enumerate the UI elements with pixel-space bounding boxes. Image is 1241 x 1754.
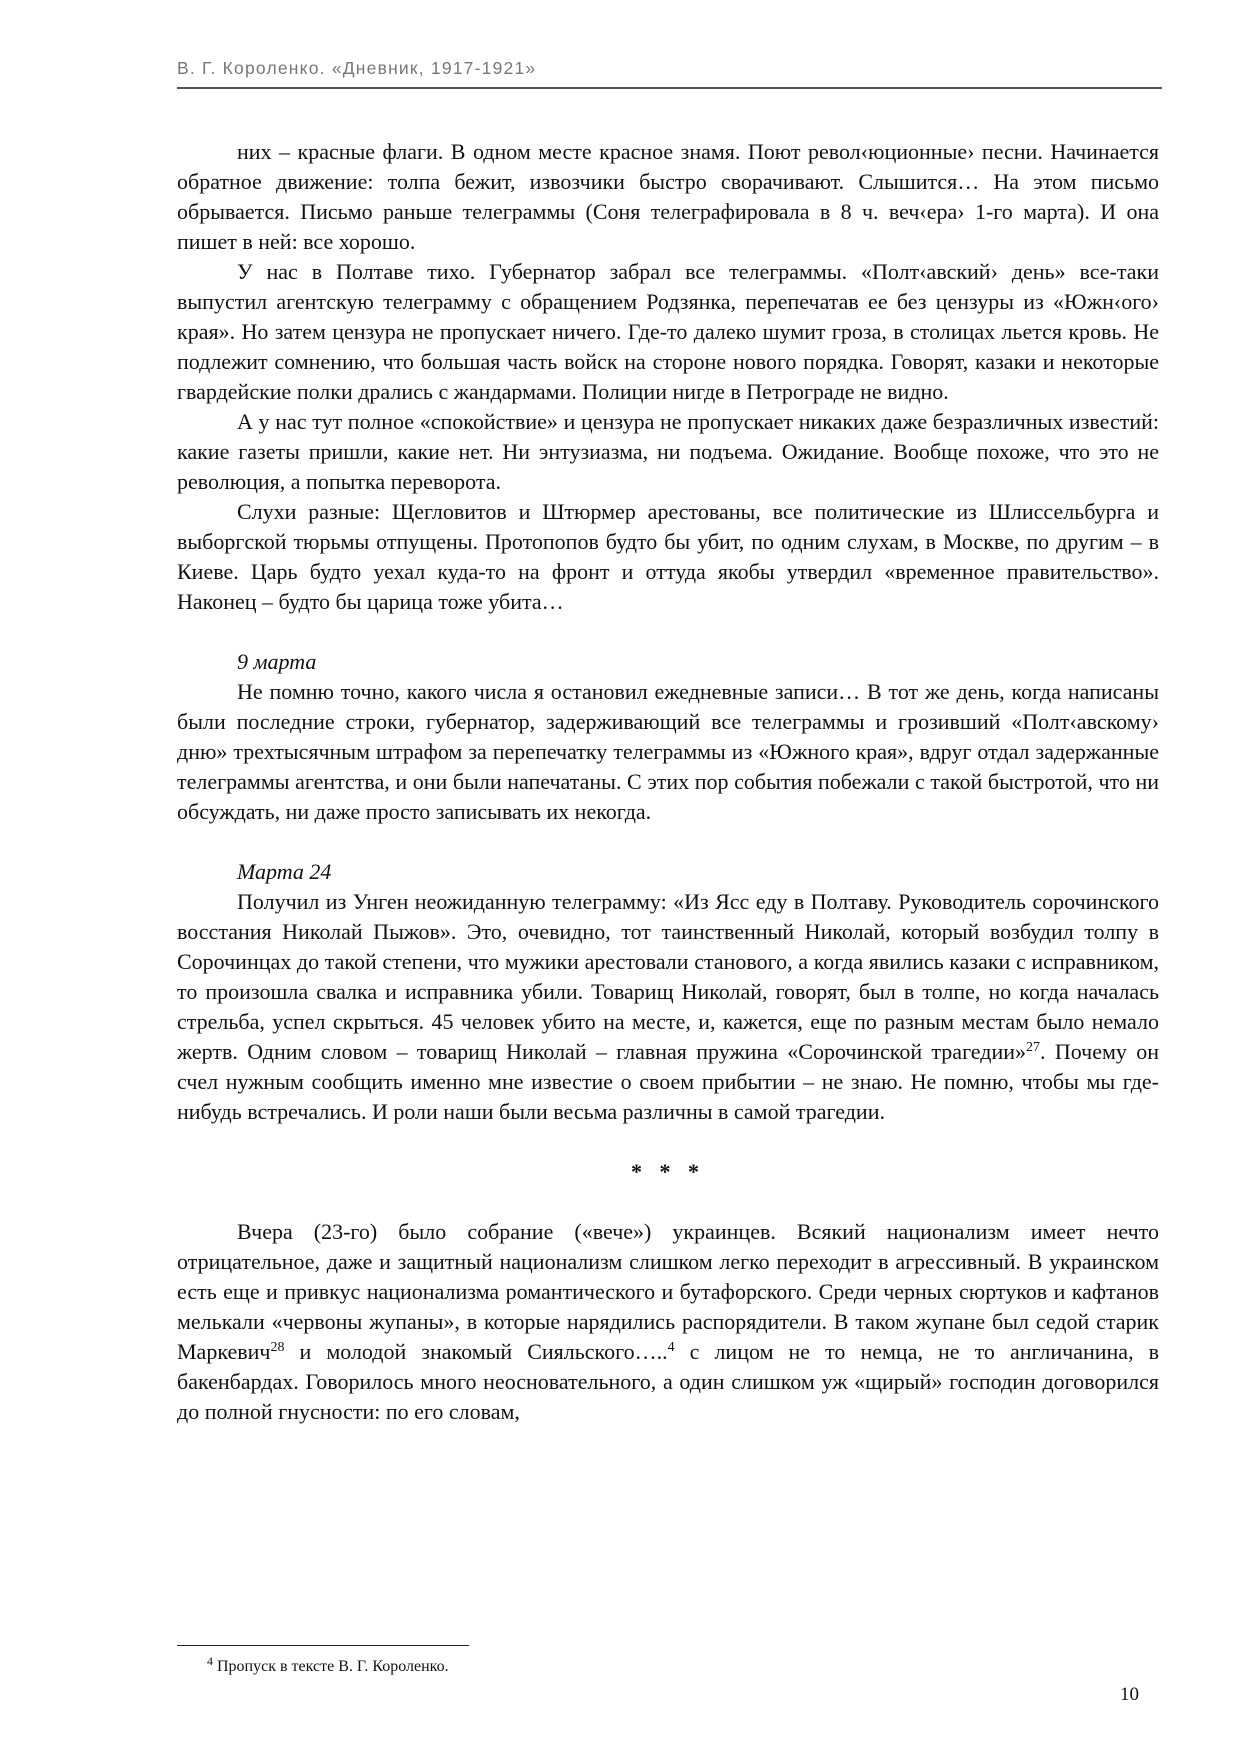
spacer: [177, 1127, 1159, 1157]
entry-date-march-24: Марта 24: [237, 859, 332, 884]
paragraph-7: [177, 1217, 1159, 1427]
paragraph-7-text-c: с лицом не то немца, не то англичанина, в бакенбардах. Говорилось много неосновательного, а один слишком уж «щирый» господин договорился до полной гнусности: по его словам,: [177, 1339, 1160, 1424]
footnote-ref-28: 28: [270, 1340, 285, 1355]
paragraph-6: [177, 887, 1159, 1127]
paragraph-4: Слухи разные: Щегловитов и Штюрмер арестованы, все политические из Шлиссельбурга и выборгской тюрьмы отпущены. Протопопов будто бы убит, по одним слухам, в Москве, по другим – в Киеве. Царь будто уехал куда-то на фронт и оттуда якобы утвердил «временное правительство». Наконец – будто бы царица тоже убита…: [177, 499, 1159, 614]
header-rule: [177, 87, 1162, 89]
body-text: [177, 137, 1159, 1427]
paragraph-6-text-a: Получил из Унген неожиданную телеграмму: «Из Ясс еду в Полтаву. Руководитель сорочинского восстания Николай Пыжов». Это, очевидно, тот таинственный Николай, который возбудил толпу в Сорочинцах до такой степени, что мужики арестовали станового, а когда явились казаки с исправником, то произошла свалка и исправника убили. Товарищ Николай, говорят, был в толпе, но когда началась стрельба, успел скрыться. 45 человек убито на месте, и, кажется, еще по разным местам было немало жертв. Одним словом – товарищ Николай – главная пружина «Сорочинской трагедии»: [177, 889, 1159, 1064]
footnote: [207, 1656, 449, 1678]
spacer: [177, 1187, 1159, 1217]
paragraph-7-text-b: и молодой знакомый Сияльского…..: [284, 1339, 668, 1364]
footnote-rule: [177, 1645, 469, 1646]
footnote-ref-27: 27: [1026, 1040, 1041, 1055]
running-header: В. Г. Короленко. «Дневник, 1917-1921»: [177, 58, 537, 78]
paragraph-6-text-b: . Почему он счел нужным сообщить именно мне известие о своем прибытии – не знаю. Не помню, чтобы мы где-нибудь встречались. И роли наши были весьма различны в самой трагедии.: [177, 1039, 1159, 1124]
footnote-ref-4: 4: [667, 1340, 675, 1355]
entry-date-march-9: 9 марта: [237, 649, 317, 674]
footnote-text: Пропуск в тексте В. Г. Короленко.: [217, 1658, 449, 1675]
paragraph-7-text-a: Вчера (23-го) было собрание («вече») украинцев. Всякий национализм имеет нечто отрицательное, даже и защитный национализм слишком легко переходит в агрессивный. В украинском есть еще и привкус национализма романтического и бутафорского. Среди черных сюртуков и кафтанов мелькали «червоны жупаны», в которые нарядились распорядители. В таком жупане был седой старик Маркевич: [177, 1219, 1159, 1364]
footnote-marker: 4: [207, 1654, 213, 1668]
paragraph-2: У нас в Полтаве тихо. Губернатор забрал все телеграммы. «Полт‹авский› день» все-таки выпустил агентскую телеграмму с обращением Родзянка, перепечатав ее без цензуры из «Южн‹ого› края». Но затем цензура не пропускает ничего. Где-то далеко шумит гроза, в столицах льется кровь. Не подлежит сомнению, что большая часть войск на стороне нового порядка. Говорят, казаки и некоторые гвардейские полки дрались с жандармами. Полиции нигде в Петрограде не видно.: [177, 259, 1159, 404]
spacer: [177, 827, 1159, 857]
section-separator: * * *: [631, 1159, 705, 1184]
spacer: [177, 617, 1159, 647]
paragraph-1: них – красные флаги. В одном месте красное знамя. Поют револ‹юционные› песни. Начинается обратное движение: толпа бежит, извозчики быстро сворачивают. Слышится… На этом письмо обрывается. Письмо раньше телеграммы (Соня телеграфировала в 8 ч. веч‹ера› 1-го марта). И она пишет в ней: все хорошо.: [177, 139, 1159, 254]
paragraph-3: А у нас тут полное «спокойствие» и цензура не пропускает никаких даже безразличных известий: какие газеты пришли, какие нет. Ни энтузиазма, ни подъема. Ожидание. Вообще похоже, что это не революция, а попытка переворота.: [177, 409, 1159, 494]
paragraph-5: Не помню точно, какого числа я остановил ежедневные записи… В тот же день, когда написаны были последние строки, губернатор, задерживающий все телеграммы и грозивший «Полт‹авскому› дню» трехтысячным штрафом за перепечатку телеграммы из «Южного края», вдруг отдал задержанные телеграммы агентства, и они были напечатаны. С этих пор события побежали с такой быстротой, что ни обсуждать, ни даже просто записывать их некогда.: [177, 679, 1159, 824]
page-number: 10: [1120, 1684, 1139, 1705]
